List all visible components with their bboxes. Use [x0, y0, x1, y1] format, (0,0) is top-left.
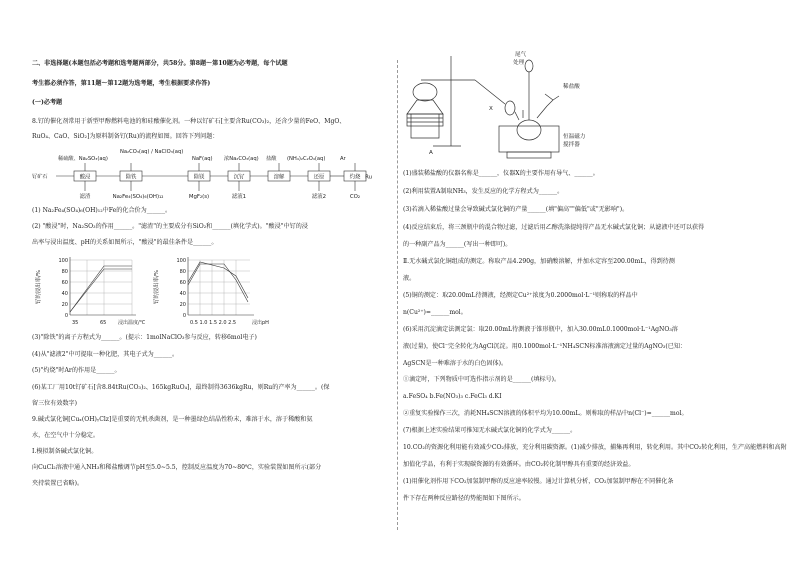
required-heading: (一)必考题	[32, 99, 63, 106]
q8-part-5: (5)"灼烧"时Ar的作用是______。	[32, 367, 121, 374]
flow-step-remove-mg: 除镁	[193, 174, 205, 181]
q8-part-2: (2) "酸浸"时，Na₂SO₃的作用______。"滤渣"的主要成分有SiO₂和______(填化学式)。"酸浸"中钌的浸	[32, 223, 308, 230]
chart1-ytick-100: 100	[58, 258, 68, 264]
q9-procedure-2: 夹持装置已省略)。	[32, 480, 84, 487]
q8-part-1: (1) Na₂Fe₄(SO₄)₆(OH)₁₂中Fe的化合价为______。	[32, 207, 172, 214]
q8-part-3: (3)"除铁"的离子方程式为______。(提示：1molNaClO₃参与反应，转移6mol电子)	[32, 334, 257, 341]
chart1-xtick-35: 35	[72, 320, 79, 326]
chart2-ylabel: 钌的浸出率/%	[154, 270, 160, 304]
flow-reagent-2: Na₂CO₃(aq) / NaClO₃(aq)	[120, 149, 184, 155]
chart1-ytick-40: 40	[61, 291, 68, 297]
flow-step-acid-leach: 酸浸	[79, 174, 91, 181]
chart2-xlabel: 浸出pH	[252, 320, 269, 326]
flow-waste-6: CO₂	[349, 194, 361, 200]
chart2-xticks: 0.5 1.0 1.5 2.0 2.5	[190, 320, 237, 326]
flow-step-calcine: 灼烧	[349, 174, 361, 181]
q8-stem: 8.钌的催化剂常用于新型甲醇燃料电池的和硅酸催化剂。一种以钌矿石[主要含Ru(CO₃)₂，还含少量的FeO、MgO、	[32, 118, 346, 125]
flow-reagent-6: (NH₄)₂C₂O₄(aq)	[287, 156, 326, 162]
lab-stirrer-2: 搅拌器	[563, 142, 580, 148]
lab-apparatus-diagram	[403, 48, 733, 164]
q9-part-5-cont: n(Cu²⁺)=______mol。	[403, 309, 467, 316]
q9-part-6-sub-1: ①滴定时，下列物质中可选作指示剂的是______(填标号)。	[403, 376, 561, 383]
chart-temperature	[32, 252, 162, 332]
q10-part-1: (1)用催化剂作用下CO₂加氢制甲醇的反应速率较慢。通过计算机分析，CO₂加氢制甲醇在不同催化条	[403, 478, 674, 485]
chart2-ytick-40: 40	[179, 291, 186, 297]
q9-part-7: (7)根据上述实验结果可推知无水碱式氯化铜的化学式为______。	[403, 427, 577, 434]
flow-waste-4: 滤液1	[231, 194, 247, 200]
flow-waste-1: 滤渣	[79, 194, 91, 200]
q9-part-4-cont: 的一种副产品为______(写出一种即可)。	[403, 241, 512, 248]
q8-part-6: (6)某工厂用10t钌矿石[含8.84tRu(CO₃)₂、165kgRuO₄]，最终制得3636kgRu，则Ru的产率为______。(保	[32, 384, 330, 391]
flow-ore: 钌矿石	[32, 174, 48, 180]
chart2-ytick-0: 0	[182, 313, 186, 319]
section-title: 二、非选择题(本题包括必考题和选考题两部分，共58分。第8题～第10题为必考题，每个试题	[32, 60, 288, 67]
lab-label-x: X	[489, 106, 493, 112]
chart2-ytick-60: 60	[179, 280, 186, 286]
column-divider	[397, 60, 398, 530]
q9-part-5: (5)铜的测定：取20.00mL待测液，经测定Cu²⁺浓度为0.2000mol·L⁻¹则称取的样品中	[403, 292, 638, 299]
chart1-ytick-60: 60	[61, 280, 68, 286]
q9-part-i: Ⅰ.模拟制备碱式氯化铜。	[32, 448, 98, 455]
chart2-ytick-80: 80	[179, 269, 186, 275]
q9-part-6-options: a.FeSO₄ b.Fe(NO₃)₃ c.FeCl₃ d.KI	[403, 393, 502, 400]
q10-part-1-cont: 件下存在两种反应路径的势能图如下图所示。	[403, 495, 525, 502]
lab-tail-gas: 尾气	[515, 52, 527, 58]
flow-waste-2: Na₂Fe₄(SO₄)₆(OH)₁₂	[112, 194, 164, 200]
flow-waste-3: MgF₂(s)	[188, 194, 210, 200]
q9-part-ii-cont: 液。	[403, 275, 416, 282]
q8-part-6-cont: 留三位有效数字)	[32, 400, 78, 407]
q8-part-2-cont: 出率与浸出温度、pH的关系如图所示，"酸浸"的最佳条件是______。	[32, 239, 218, 246]
chart1-xlabel: 浸出温度/℃	[118, 320, 146, 326]
flow-reagent-1: 稀硫酸、Na₂SO₃(aq)	[58, 156, 108, 162]
q9-stem: 9.碱式氯化铜[Cuₓ(OH)ᵧClz]是重要的无机杀菌剂，是一种墨绿色结晶性粉末，难溶于水，溶于稀酸和氨	[32, 416, 313, 423]
chart1-ytick-80: 80	[61, 269, 68, 275]
lab-stirrer: 恒温磁力	[563, 134, 586, 140]
lab-dilute-acid: 稀盐酸	[563, 84, 580, 90]
section-title-2: 考生都必须作答，第11题～第12题为选考题，考生根据要求作答)	[32, 80, 211, 87]
q8-part-4: (4)从"滤液2"中可提取一种化肥，其电子式为______。	[32, 351, 179, 358]
q9-part-4: (4)反应结束后，将三颈瓶中的混合物过滤，过滤后用乙醇洗涤提纯得产品无水碱式氯化铜；从滤液中还可以获得	[403, 224, 705, 231]
flow-waste-5: 滤液2	[311, 194, 327, 200]
q9-part-3: (3)若滴入稀盐酸过量会导致碱式氯化铜的产量______(填"偏高""偏低"或"无影响")。	[403, 206, 629, 213]
chart2-ytick-20: 20	[179, 302, 186, 308]
q9-stem-2: 水，在空气中十分稳定。	[32, 432, 100, 439]
process-flow-diagram	[32, 147, 372, 205]
q9-part-ii: Ⅱ.无水碱式氯化铜组成的测定。称取产品4.290g，加硝酸溶解，并加水定容至200.00mL，得到待测	[403, 258, 675, 265]
q10-stem-2: 加值化学品，有利于实现碳资源的有效循环。由CO₂转化制甲醇具有重要的经济效益。	[403, 461, 635, 468]
q8-stem-2: RuO₄、CaO、SiO₂]为原料制备钌(Ru)的流程如图。回答下列问题：	[32, 133, 219, 140]
q9-procedure: 向CuCl₂溶液中通入NH₃和稀盐酸调节pH至5.0~5.5，控制反应温度为70~80℃，实验装置如图所示(部分	[32, 464, 322, 471]
q9-part-1: (1)盛装稀盐酸的仪器名称是______，仪器X的主要作用有导气、______。	[403, 170, 599, 177]
flow-product: Ru	[365, 174, 372, 181]
q9-part-6: (6)采用沉淀滴定法测定氯：取20.00mL待测液于锥形瓶中，加入30.00mL0.1000mol·L⁻¹AgNO₃溶	[403, 326, 678, 333]
q9-part-6-line-3: AgSCN是一种难溶于水的白色固体)。	[403, 360, 508, 367]
chart1-xtick-65: 65	[100, 320, 107, 326]
chart2-ytick-100: 100	[176, 258, 186, 264]
chart-ph	[150, 252, 280, 332]
flow-step-dissolve: 溶解	[273, 174, 285, 181]
flow-reagent-7: Ar	[340, 156, 346, 162]
q9-part-6-line-2: 液(过量)，使Cl⁻完全转化为AgCl沉淀。用0.1000mol·L⁻¹NH₄SCN标准溶液滴定过量的AgNO₃(已知：	[403, 343, 687, 350]
q9-part-6-sub-2: ②重复实验操作三次，消耗NH₄SCN溶液的体积平均为10.00mL。则称取的样品中n(Cl⁻)=______mol。	[403, 410, 688, 417]
q10-stem: 10.CO₂的资源化利用能有效减少CO₂排放，充分利用碳资源。(1)减少排放，捕集再利用，转化利用。其中CO₂转化利用，生产高能燃料和高附	[403, 444, 787, 451]
flow-step-reduce: 还原	[313, 174, 325, 181]
chart1-ylabel: 钌的浸出率/%	[36, 270, 42, 304]
lab-tail-gas-2: 处理	[513, 60, 525, 66]
lab-label-a: A	[429, 150, 433, 156]
flow-reagent-3: NaF(aq)	[192, 156, 213, 162]
chart1-ytick-0: 0	[64, 313, 68, 319]
chart1-ytick-20: 20	[61, 302, 68, 308]
flow-reagent-4: 浓Na₂CO₃(aq)	[224, 156, 259, 162]
flow-reagent-5: 盐酸	[266, 156, 277, 162]
flow-step-remove-iron: 除铁	[125, 174, 137, 181]
flow-step-precipitate-ru: 沉钌	[233, 174, 245, 181]
q9-part-2: (2)利用装置A制取NH₃，发生反应的化学方程式为______。	[403, 188, 564, 195]
